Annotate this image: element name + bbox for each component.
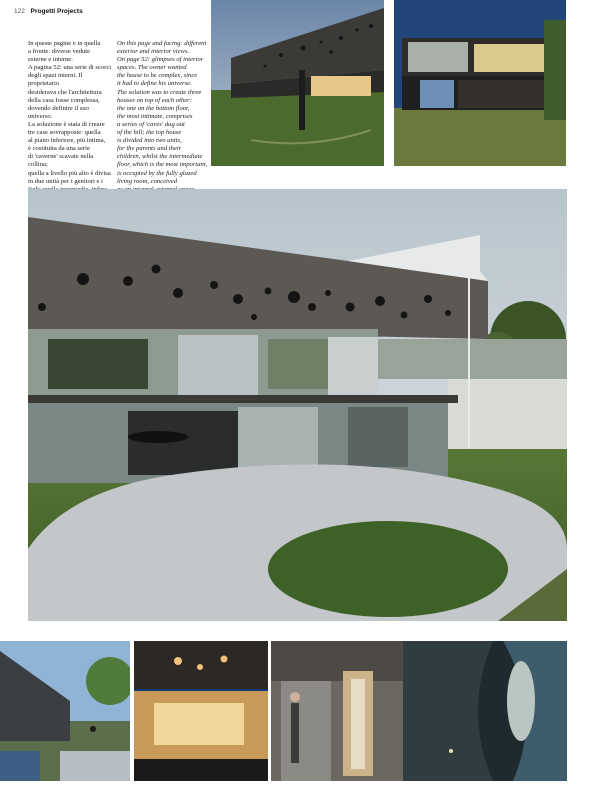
caption-italian: In queste pagine e in quella a fronte: diverse vedute esterne e interne. A pagina 52: una serie di scorci degli spazi interni. Il proprietario desiderava che l'architettura della casa fosse complessa, dovendo definire il suo universo. La soluzione è stata di creare tre case sovrapposte: quella al piano inferiore, più intima, è costituita da una serie di 'caverne' scavate nella collina; quella a livello più alto è divisa in due unità per i genitori e i [28, 40, 112, 185]
running-header [14, 6, 83, 18]
photo-exterior-night [394, 0, 566, 166]
photo-night-living-room [134, 641, 268, 781]
photo-interior-door-figure [271, 641, 403, 781]
section-title: Progetti Projects [30, 8, 83, 15]
photo-exterior-dusk [211, 0, 384, 166]
caption-english: On this page and facing: different exterior and interior views. On page 52: glimpses of interior spaces. The owner wanted the house to be complex, since it had to define his universe. The solution was to create three houses on top of each other: the one on the bottom floor, the most intimate, comprises a series of 'caves' dug out of the hill; the top house is divided into two units, for the parents and their children, whilst the intermediate floor, which is the most important, is occupied by the fully glazed living room, conceived [117, 40, 208, 185]
photo-main-house-courtyard [28, 189, 567, 621]
page-number: 122 [14, 8, 25, 15]
photo-pool-terrace [0, 641, 130, 781]
photo-cave-interior [403, 641, 567, 781]
